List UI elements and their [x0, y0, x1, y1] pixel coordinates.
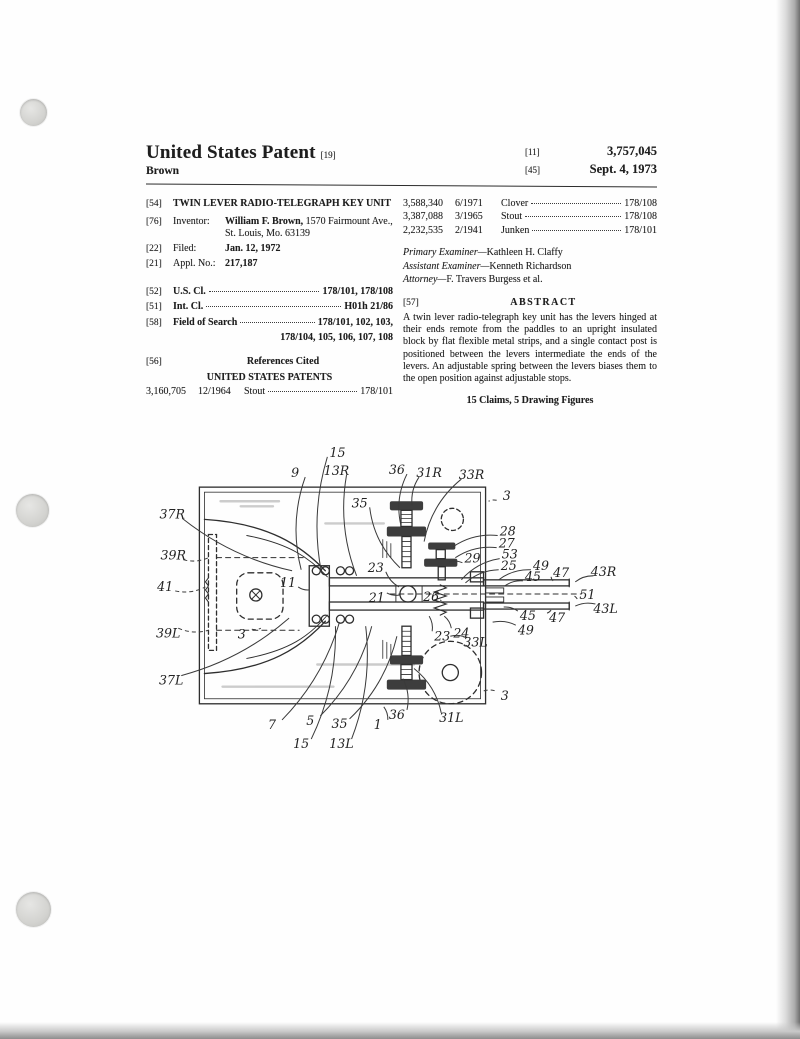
ref-class: 178/108 [624, 211, 657, 223]
figure-ref-label: 39L [155, 625, 181, 641]
field-22-filed [146, 243, 393, 255]
primary-examiner-line [403, 247, 657, 259]
leader-line [175, 587, 205, 592]
ref-number: 3,387,088 [403, 211, 443, 223]
figure-ref-label: 3 [500, 687, 509, 703]
leader-line [440, 600, 441, 601]
patent-header [146, 142, 657, 180]
figure-ref-label: 31R [416, 465, 442, 481]
figure-ref-label: 41 [157, 578, 174, 594]
figure-ref-label: 23 [367, 559, 384, 575]
inventor-value [225, 216, 393, 240]
examiner-name: Kathleen H. Claffy [486, 247, 563, 259]
field-21-appl-no [146, 258, 393, 270]
dot-leader [525, 216, 621, 217]
code-45: [45] [525, 165, 540, 175]
examiner-name: Kenneth Richardson [489, 260, 572, 272]
patent-front-page [146, 142, 657, 407]
figure-ref-label: 37L [158, 672, 184, 688]
field-56-references [146, 356, 393, 370]
figure-ref-label: 13R [323, 463, 350, 479]
us-cl-label: U.S. Cl. [173, 286, 206, 298]
examiners-block [403, 247, 657, 285]
figure-ref-label: 11 [280, 574, 297, 590]
figure-ref-label: 23 [434, 628, 451, 644]
figure-ref-label: 3 [237, 626, 246, 642]
leader-line [320, 626, 371, 716]
attorney-role: Attorney— [403, 273, 447, 285]
figure-ref-label: 1 [373, 716, 382, 732]
attorney-name: F. Travers Burgess et al. [446, 273, 543, 285]
patent-number-row [525, 144, 657, 159]
int-cl-label: Int. Cl. [173, 301, 204, 313]
appl-no-value: 217,187 [225, 258, 258, 269]
bibliographic-columns [146, 198, 657, 407]
abstract-heading-row [403, 297, 657, 309]
header-rule [146, 183, 657, 187]
field-54-title [146, 198, 393, 210]
punch-hole-bottom [16, 892, 51, 927]
abstract-heading: ABSTRACT [510, 296, 577, 308]
patent-header-left [146, 142, 336, 177]
claims-line: 15 Claims, 5 Drawing Figures [466, 395, 594, 407]
int-cl-value: H01h 21/86 [344, 301, 393, 313]
figure-ref-label: 45 [519, 608, 536, 624]
figure-ref-label: 36 [388, 462, 405, 478]
ref-date: 2/1941 [455, 224, 483, 236]
field-code: [22] [146, 243, 162, 254]
dot-leader [268, 391, 357, 392]
dot-leader [531, 203, 621, 204]
leader-line [386, 572, 399, 587]
figure-ref-label: 15 [329, 444, 346, 460]
figure-ref-label: 51 [579, 586, 596, 602]
figure-ref-label: 35 [351, 495, 368, 511]
leader-line [399, 474, 407, 525]
figure-ref-label: 53 [501, 546, 518, 562]
field-of-search-value: 178/101, 102, 103, [317, 316, 393, 328]
figure-ref-label: 33L [463, 634, 488, 650]
ref-name: Stout [501, 211, 523, 223]
leader-line [412, 477, 419, 505]
leader-line [493, 621, 516, 625]
page-title [146, 142, 336, 164]
field-code: [21] [146, 259, 162, 269]
punch-hole-top [20, 99, 47, 126]
figure-ref-label: 24 [453, 625, 470, 641]
figure-ref-label: 36 [388, 706, 405, 722]
field-52-us-cl [146, 286, 393, 298]
figure-ref-label: 33R [458, 467, 485, 483]
leader-line [298, 587, 309, 590]
field-code: [51] [146, 302, 162, 313]
figure-ref-label: 47 [549, 610, 566, 626]
figure-ref-label: 47 [553, 564, 570, 580]
patent-figure [148, 438, 672, 762]
scan-edge-right [776, 0, 800, 1039]
leader-line [370, 507, 400, 567]
leader-line [482, 690, 495, 692]
figure-ref-label: 26 [423, 589, 440, 605]
inventor-label: Inventor: [173, 216, 210, 228]
figure-ref-label: 45 [524, 568, 541, 584]
us-patents-subheading: UNITED STATES PATENTS [206, 372, 333, 384]
right-column [403, 198, 657, 407]
field-76-inventor [146, 216, 393, 240]
leader-line [453, 535, 497, 546]
reference-row [403, 225, 657, 237]
ref-name: Stout [244, 386, 266, 398]
cited-reference-row [146, 386, 393, 398]
inventor-name: William F. Brown, [225, 216, 304, 228]
figure-ref-label: 3 [502, 488, 511, 504]
patent-figure-drawing [148, 438, 672, 762]
dot-leader [206, 306, 341, 307]
leader-line [252, 628, 261, 629]
leader-line [424, 479, 461, 541]
ref-class: 178/101 [624, 224, 657, 236]
figure-ref-label: 43R [590, 563, 617, 579]
kind-code-19: [19] [320, 150, 336, 160]
patent-number: 3,757,045 [607, 144, 657, 158]
ref-number: 3,160,705 [146, 386, 186, 398]
field-of-search-value-2: 178/104, 105, 106, 107, 108 [280, 331, 393, 343]
figure-ref-label: 13L [329, 736, 354, 752]
figure-ref-label: 7 [267, 716, 276, 732]
ref-date: 12/1964 [198, 386, 231, 398]
leader-line [178, 628, 208, 632]
field-58-search [146, 317, 393, 329]
examiner-role: Primary Examiner— [403, 247, 487, 259]
reference-row [403, 198, 657, 210]
leader-line [489, 500, 497, 501]
dot-leader [209, 291, 320, 292]
leader-line [429, 616, 432, 631]
ref-number: 3,588,340 [403, 198, 443, 209]
leader-line [352, 626, 368, 739]
figure-ref-label: 43L [593, 601, 618, 617]
leader-line [444, 616, 451, 628]
ref-class: 178/101 [360, 386, 393, 398]
scan-edge-bottom [0, 1022, 800, 1039]
ref-class: 178/108 [624, 198, 657, 209]
ref-name: Junken [501, 224, 530, 236]
code-11: [11] [525, 147, 540, 157]
ref-date: 3/1965 [455, 211, 483, 223]
abstract-text: A twin lever radio-telegraph key unit has the levers hinged at their ends remote from the paddles to an upright insulated block by flat flexible metal strips, and a single contact post is positioned between the levers intermediate the ends of the levers. An adjustable spring between the levers biases them to the open position against adjustable stops. [403, 311, 657, 384]
patent-date: Sept. 4, 1973 [589, 162, 657, 176]
leader-line [505, 581, 523, 586]
figure-ref-label: 39R [160, 547, 186, 563]
ref-number: 2,232,535 [403, 224, 443, 236]
dot-leader [240, 322, 314, 323]
references-cited-heading: References Cited [246, 355, 320, 367]
figure-ref-label: 27 [498, 535, 515, 551]
field-code: [56] [146, 356, 162, 367]
ref-name: Clover [501, 198, 529, 209]
field-code: [54] [146, 199, 162, 209]
leader-line [344, 475, 357, 576]
left-column [146, 198, 393, 407]
examiner-role: Assistant Examiner— [403, 260, 490, 272]
field-code: [76] [146, 217, 162, 228]
dot-leader [532, 230, 621, 231]
patent-title-text: United States Patent [146, 142, 316, 163]
appl-no-label: Appl. No.: [173, 258, 216, 269]
field-code: [57] [403, 297, 419, 308]
attorney-line [403, 274, 657, 286]
figure-ref-label: 35 [331, 715, 348, 731]
field-code: [52] [146, 287, 162, 298]
reference-row [403, 211, 657, 223]
field-of-search-label: Field of Search [173, 316, 238, 328]
leader-line [181, 618, 289, 675]
figure-ref-label: 31L [439, 709, 464, 725]
assistant-examiner-line [403, 261, 657, 273]
ref-date: 6/1971 [455, 198, 483, 209]
figure-ref-label: 49 [517, 622, 534, 638]
field-code: [58] [146, 317, 162, 328]
leader-line [572, 595, 577, 599]
figure-ref-label: 29 [464, 550, 481, 566]
leader-line [296, 477, 305, 570]
inventor-address: 1570 Fairmount Ave., St. Louis, Mo. 63139 [225, 216, 393, 239]
field-51-int-cl [146, 301, 393, 313]
leader-line [414, 669, 441, 713]
figure-ref-label: 15 [293, 736, 310, 752]
leader-line [384, 707, 388, 720]
inventor-surname: Brown [146, 165, 180, 177]
punch-hole-middle [16, 494, 49, 527]
filed-label: Filed: [173, 242, 197, 254]
figure-ref-label: 49 [532, 557, 550, 573]
patent-date-row [525, 162, 657, 177]
figure-ref-label: 9 [291, 465, 300, 481]
figure-ref-label: 5 [306, 712, 315, 728]
filed-date: Jan. 12, 1972 [225, 242, 281, 254]
figure-ref-label: 25 [500, 557, 517, 573]
figure-ref-label: 28 [499, 523, 516, 539]
patent-header-right [525, 144, 657, 180]
us-cl-value: 178/101, 178/108 [322, 286, 393, 298]
invention-title: TWIN LEVER RADIO-TELEGRAPH KEY UNIT [173, 198, 391, 209]
figure-ref-label: 21 [368, 590, 385, 606]
figure-ref-label: 37R [159, 506, 185, 522]
